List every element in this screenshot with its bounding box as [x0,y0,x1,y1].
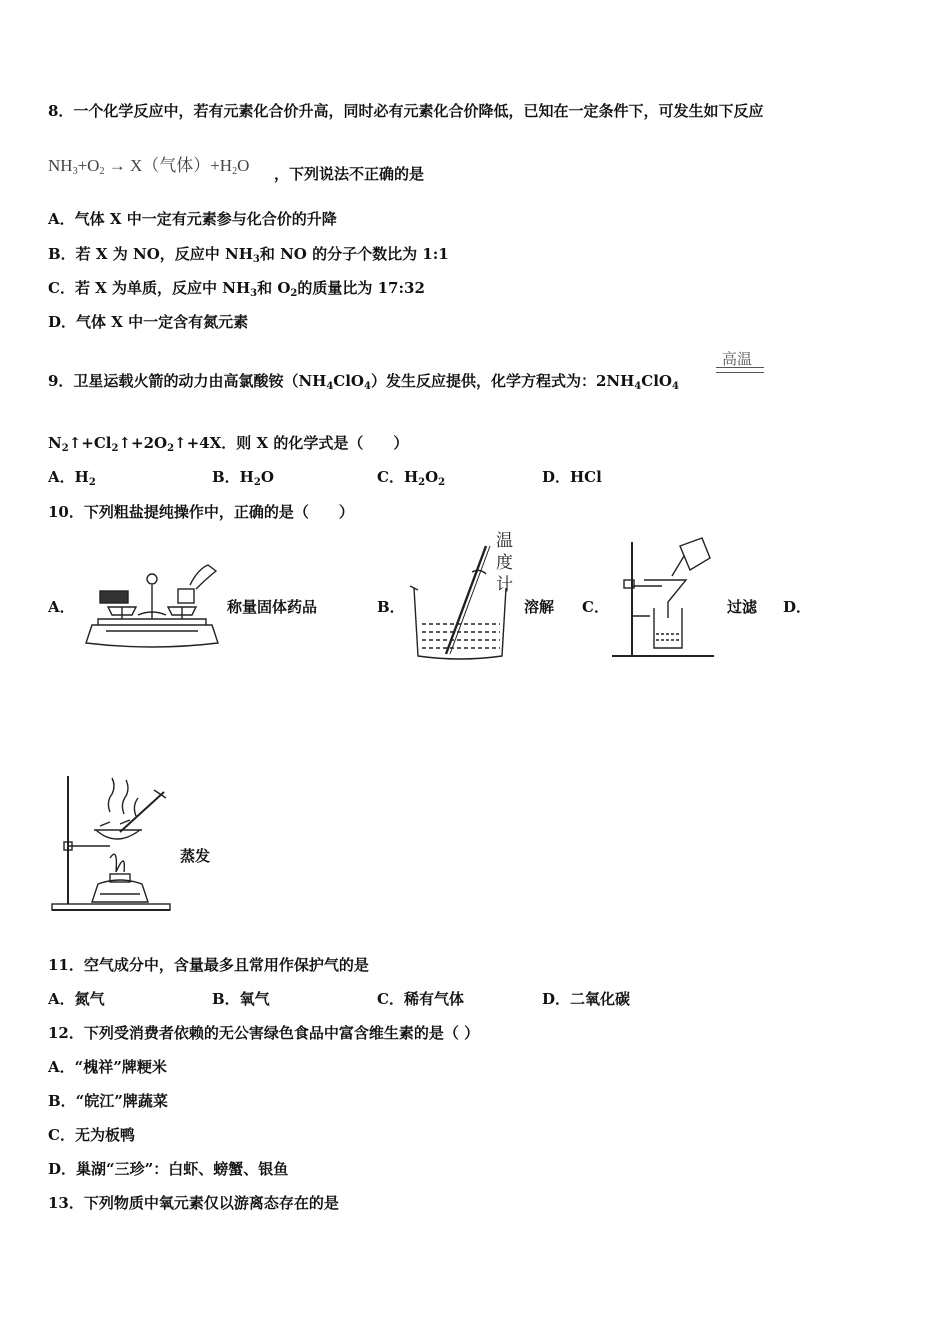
balance-scale-figure [78,555,226,655]
q9-stem: 9．卫星运载火箭的动力由高氯酸铵$(NH_4ClO_4)$发生反应提供，化学方程式为：$2NH_4ClO_4$ [48,372,679,392]
q9-reaction-condition: 高温 [722,352,753,368]
q8-option-b: B．若 X 为 NO，反应中 $NH_3$和 NO 的分子个数比为 1:1 [48,245,449,265]
q9-equals-sign [716,367,764,373]
q9-option-d: D．HCl [542,468,602,486]
q10-option-c-label: C． [582,598,609,616]
evaporation-figure [50,772,172,918]
q10-option-c-text: 过滤 [727,598,758,616]
q11-option-b: B．氧气 [212,990,270,1008]
q12-option-a: A．“槐祥”牌粳米 [48,1058,167,1076]
q12-option-d: D．巢湖“三珍”：白虾、螃蟹、银鱼 [48,1160,289,1178]
q9-option-c: C．$H_2O_2$ [377,468,446,488]
q11-stem: 11．空气成分中，含量最多且常用作保护气的是 [48,956,369,974]
q13-stem: 13．下列物质中氧元素仅以游离态存在的是 [48,1194,339,1212]
q8-option-d: D．气体 X 中一定含有氮元素 [48,313,249,331]
q10-option-a-label: A． [48,598,75,616]
filtration-figure [610,536,720,660]
q12-stem: 12．下列受消费者依赖的无公害绿色食品中富含维生素的是（ ） [48,1024,480,1042]
q9-option-a: A．$H_2$ [48,468,96,488]
q9-equation-products: $N_2↑+Cl_2↑+2O_2↑+4X$．则 X 的化学式是（ ） [48,434,409,454]
q12-option-b: B．“皖江”牌蔬菜 [48,1092,168,1110]
q10-option-d-label: D． [783,598,812,616]
q11-option-c: C．稀有气体 [377,990,464,1008]
q8-stem-tail: ，下列说法不正确的是 [274,165,425,183]
q8-equation: $NH_3+O_2 \to X$（气体）$+H_2O$ [48,156,250,177]
q10-option-b-text: 溶解 [524,598,555,616]
thermometer-label: 温度计 [496,531,513,595]
q10-option-a-text: 称量固体药品 [227,598,318,616]
q10-option-d-text: 蒸发 [180,847,211,865]
q10-option-b-label: B． [377,598,405,616]
q10-stem: 10．下列粗盐提纯操作中，正确的是（ ） [48,503,354,521]
q8-option-a: A．气体 X 中一定有元素参与化合价的升降 [48,210,337,228]
q9-option-b: B．$H_2O$ [212,468,274,488]
q11-option-d: D．二氧化碳 [542,990,631,1008]
q12-option-c: C．无为板鸭 [48,1126,135,1144]
q8-option-c: C．若 X 为单质，反应中 $NH_3$和 $O_2$的质量比为 17:32 [48,279,425,299]
q8-stem: 8．一个化学反应中，若有元素化合价升高，同时必有元素化合价降低，已知在一定条件下，可发生如下反应 [48,102,764,120]
q11-option-a: A．氮气 [48,990,105,1008]
